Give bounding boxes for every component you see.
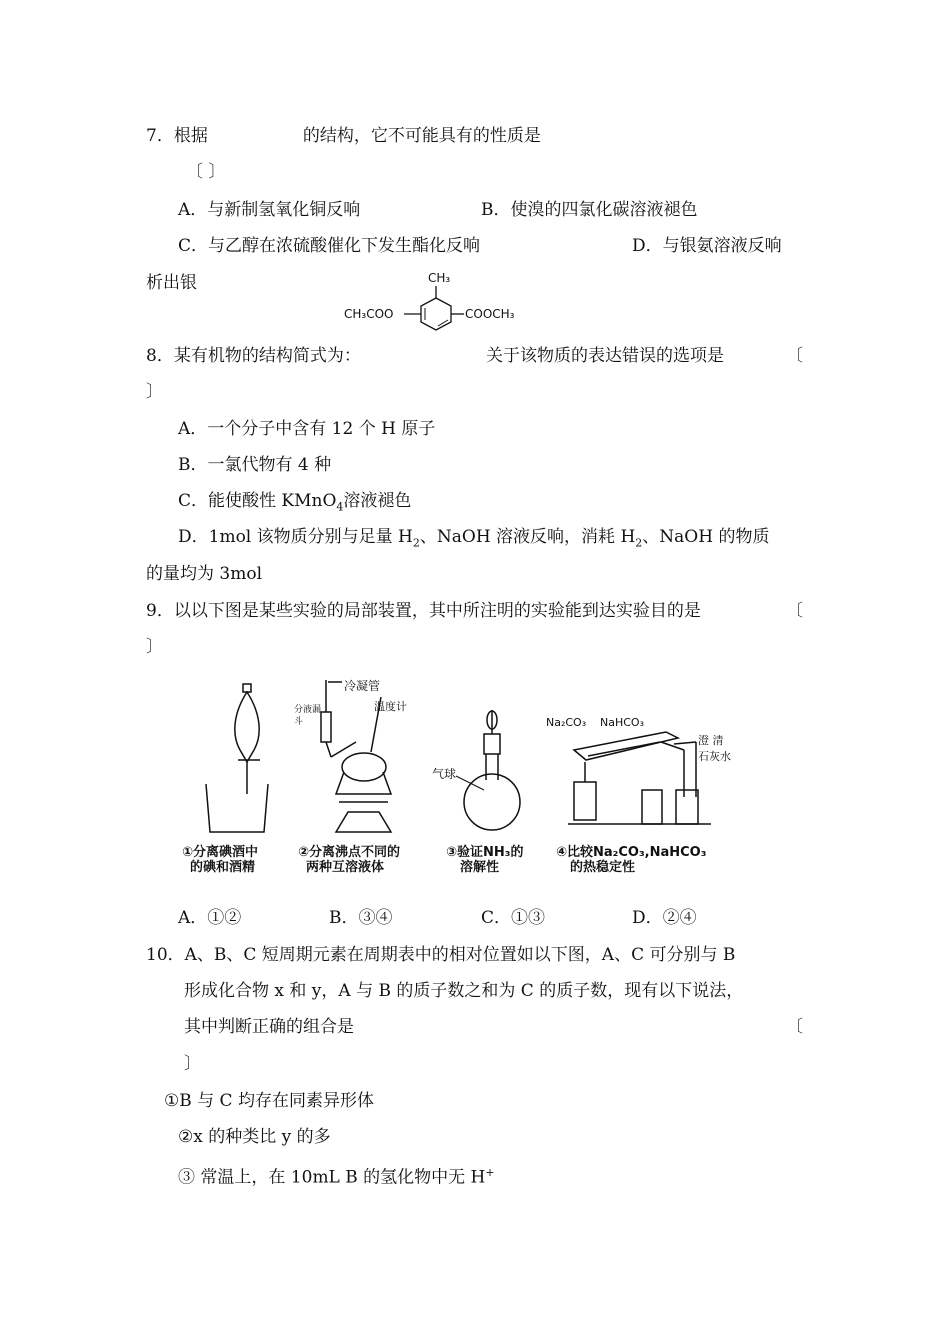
caption-3-line1: ③验证NH₃的 [446, 845, 524, 860]
q9-apparatus-figure [176, 672, 756, 877]
q7-option-d: D．与银氨溶液反响 [632, 236, 782, 256]
methyl-label: CH₃ [428, 271, 451, 285]
q10-line3: 其中判断正确的组合是 [184, 1017, 354, 1037]
q10-item-3: ③ 常温上，在 10mL B 的氢化物中无 H+ [178, 1166, 495, 1188]
label-separatory: 分液漏 [294, 705, 322, 715]
label-limewater-2: 石灰水 [698, 750, 731, 763]
ester-label: COOCH₃ [465, 307, 515, 321]
q7-option-c: C．与乙醇在浓硫酸催化下发生酯化反响 [178, 236, 481, 256]
q10-item-1: ①B 与 C 均存在同素异形体 [164, 1091, 374, 1111]
q9-bracket-close: 〕 [146, 637, 163, 657]
q8-structure-figure [340, 262, 530, 337]
q10-bracket-open: 〔 [786, 1017, 803, 1037]
label-limewater-1: 澄 清 [698, 734, 724, 747]
thermal-stability-apparatus [568, 732, 711, 824]
q9-stem: 9．以以下图是某些实验的局部装置，其中所注明的实验能到达实验目的是 [146, 601, 701, 621]
q8-stem: 8．某有机物的结构简式为： [146, 346, 361, 366]
q9-option-a: A．①② [178, 908, 242, 928]
separatory-funnel-apparatus [206, 684, 268, 832]
q7-stem: 7．根据 的结构，它不可能具有的性质是 [146, 126, 541, 146]
q10-line1: 10．A、B、C 短周期元素在周期表中的相对位置如以下图，A、C 可分别与 B [146, 945, 736, 965]
label-thermometer: 温度计 [374, 700, 407, 713]
q10-bracket-close: 〕 [184, 1054, 201, 1074]
q7-option-d-continued: 析出银 [146, 273, 197, 293]
q8-option-a: A．一个分子中含有 12 个 H 原子 [178, 419, 436, 439]
q9-option-b: B．③④ [329, 908, 393, 928]
q8-option-c: C．能使酸性 KMnO$_4$溶液褪色 [178, 491, 412, 514]
q8-option-d: D．1mol 该物质分别与足量 $H_2$、NaOH 溶液反响，消耗 $H_2$、NaOH 的物质 [178, 527, 770, 550]
q8-bracket-open: 〔 [786, 346, 803, 366]
q8-option-b: B．一氯代物有 4 种 [178, 455, 332, 475]
q7-option-b: B．使溴的四氯化碳溶液褪色 [481, 200, 698, 220]
caption-1-line1: ①分离碘酒中 [182, 845, 259, 860]
q9-option-c: C．①③ [481, 908, 546, 928]
q8-stem-tail: 关于该物质的表达错误的选项是 [486, 346, 724, 366]
label-nahco3: NaHCO₃ [600, 716, 644, 729]
flask-balloon-apparatus [464, 710, 520, 830]
caption-1-line2: 的碘和酒精 [190, 860, 256, 875]
q9-option-d: D．②④ [632, 908, 697, 928]
label-condenser: 冷凝管 [344, 679, 381, 693]
q10-item-2: ②x 的种类比 y 的多 [178, 1127, 331, 1147]
q8-bracket-close: 〕 [146, 382, 163, 402]
label-separatory-2: 斗 [294, 717, 304, 727]
label-balloon: 气球 [432, 767, 457, 781]
acetoxy-label: CH₃COO [344, 307, 394, 321]
caption-2-line1: ②分离沸点不同的 [298, 845, 401, 860]
q7-bracket: 〔 〕 [186, 162, 226, 182]
q8-option-d-continued: 的量均为 3mol [146, 564, 263, 584]
q10-line2: 形成化合物 x 和 y，A 与 B 的质子数之和为 C 的质子数，现有以下说法， [184, 981, 744, 1001]
q9-bracket-open: 〔 [786, 601, 803, 621]
caption-4-line1: ④比较Na₂CO₃,NaHCO₃ [556, 845, 707, 860]
caption-3-line2: 溶解性 [460, 860, 500, 875]
caption-2-line2: 两种互溶液体 [306, 860, 385, 875]
q7-option-a: A．与新制氢氧化铜反响 [178, 200, 361, 220]
caption-4-line2: 的热稳定性 [570, 860, 636, 875]
label-na2co3: Na₂CO₃ [546, 716, 587, 729]
